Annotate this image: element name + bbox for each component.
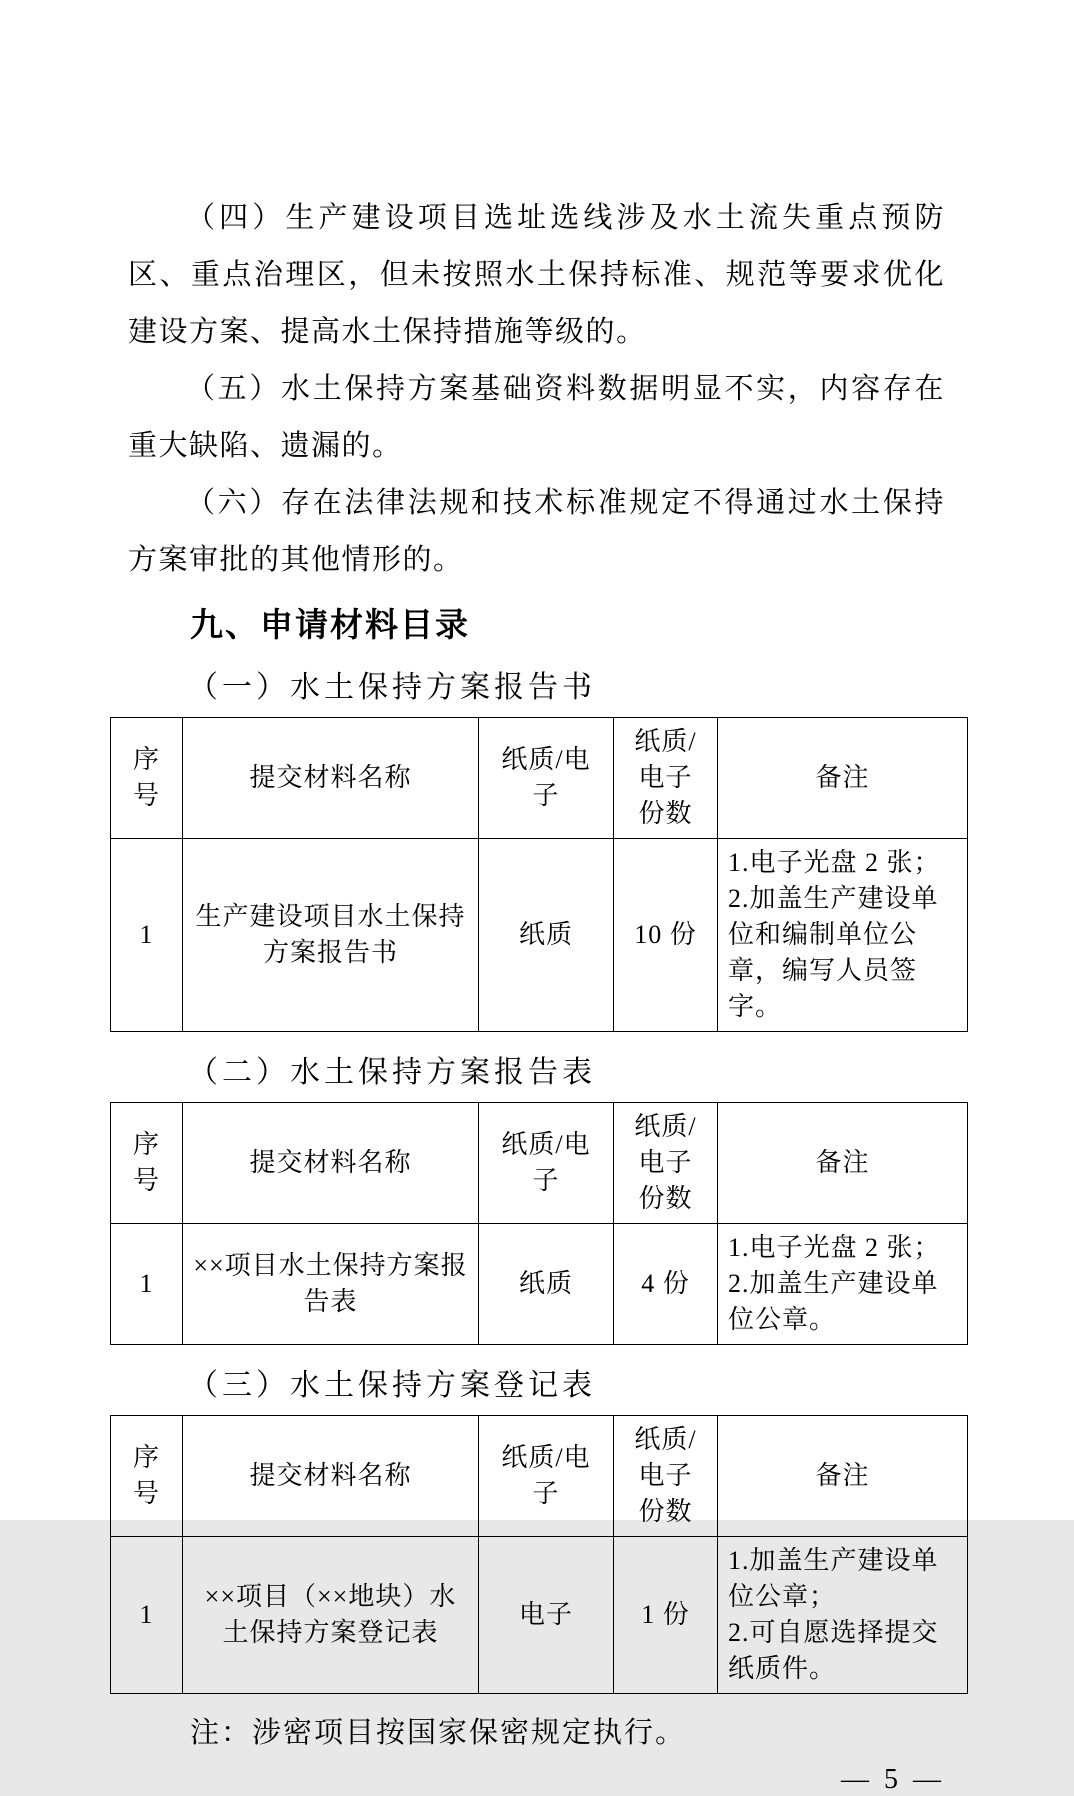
table-header-row (111, 1416, 968, 1537)
col-header-copies-line1: 纸质/电子 (634, 1425, 697, 1490)
table-row (111, 1224, 968, 1345)
remark-line: 2.加盖生产建设单位和编制单位公章，编写人员签字。 (728, 884, 939, 1021)
col-header-copies-line1: 纸质/电子 (634, 727, 697, 792)
section-heading: 九、申请材料目录 (190, 606, 470, 643)
cell-copies: 4 份 (614, 1224, 718, 1345)
paragraph-item-5: （五）水土保持方案基础资料数据明显不实，内容存在重大缺陷、遗漏的。 (128, 373, 945, 462)
col-header-copies-line2: 份数 (638, 1184, 693, 1213)
col-header-copies-line2: 份数 (638, 1497, 693, 1526)
col-header-remark: 备注 (718, 1103, 968, 1224)
remark-line: 1.电子光盘 2 张； (728, 848, 941, 877)
subsection-title-2: （二）水土保持方案报告表 (188, 1056, 596, 1089)
cell-name: 生产建设项目水土保持方案报告书 (183, 839, 479, 1032)
col-header-remark: 备注 (718, 718, 968, 839)
remark-line: 1.电子光盘 2 张； (728, 1233, 941, 1262)
page-number: — 5 — (841, 1764, 945, 1795)
cell-remark (718, 1537, 968, 1694)
col-header-medium: 纸质/电子 (479, 1103, 614, 1224)
cell-medium: 纸质 (479, 839, 614, 1032)
col-header-name: 提交材料名称 (183, 1416, 479, 1537)
subsection-title-1: （一）水土保持方案报告书 (188, 671, 596, 704)
col-header-copies-line2: 份数 (638, 799, 693, 828)
remark-line: 1.加盖生产建设单位公章； (728, 1546, 939, 1611)
col-header-remark: 备注 (718, 1416, 968, 1537)
col-header-no: 序号 (111, 1416, 183, 1537)
remark-line: 2.加盖生产建设单位公章。 (728, 1269, 939, 1334)
table-row (111, 839, 968, 1032)
cell-name: ××项目水土保持方案报告表 (183, 1224, 479, 1345)
cell-remark (718, 1224, 968, 1345)
table-header-row (111, 718, 968, 839)
remark-line: 2.可自愿选择提交纸质件。 (728, 1618, 939, 1683)
col-header-medium: 纸质/电子 (479, 718, 614, 839)
cell-no: 1 (111, 1224, 183, 1345)
materials-table-2 (110, 1102, 968, 1345)
col-header-medium: 纸质/电子 (479, 1416, 614, 1537)
cell-copies: 10 份 (614, 839, 718, 1032)
paragraph-item-4: （四）生产建设项目选址选线涉及水土流失重点预防区、重点治理区，但未按照水土保持标准、规范等要求优化建设方案、提高水土保持措施等级的。 (128, 202, 945, 348)
footnote: 注：涉密项目按国家保密规定执行。 (190, 1717, 687, 1749)
col-header-name: 提交材料名称 (183, 1103, 479, 1224)
col-header-no: 序号 (111, 1103, 183, 1224)
materials-table-1 (110, 717, 968, 1032)
col-header-copies (614, 718, 718, 839)
cell-no: 1 (111, 839, 183, 1032)
paragraph-item-6: （六）存在法律法规和技术标准规定不得通过水土保持方案审批的其他情形的。 (128, 487, 945, 576)
col-header-copies (614, 1103, 718, 1224)
cell-copies: 1 份 (614, 1537, 718, 1694)
materials-table-3 (110, 1415, 968, 1694)
col-header-copies (614, 1416, 718, 1537)
col-header-name: 提交材料名称 (183, 718, 479, 839)
cell-medium: 电子 (479, 1537, 614, 1694)
col-header-copies-line1: 纸质/电子 (634, 1112, 697, 1177)
cell-name: ××项目（××地块）水土保持方案登记表 (183, 1537, 479, 1694)
col-header-no: 序号 (111, 718, 183, 839)
table-row (111, 1537, 968, 1694)
cell-medium: 纸质 (479, 1224, 614, 1345)
cell-no: 1 (111, 1537, 183, 1694)
cell-remark (718, 839, 968, 1032)
subsection-title-3: （三）水土保持方案登记表 (188, 1369, 596, 1402)
table-header-row (111, 1103, 968, 1224)
